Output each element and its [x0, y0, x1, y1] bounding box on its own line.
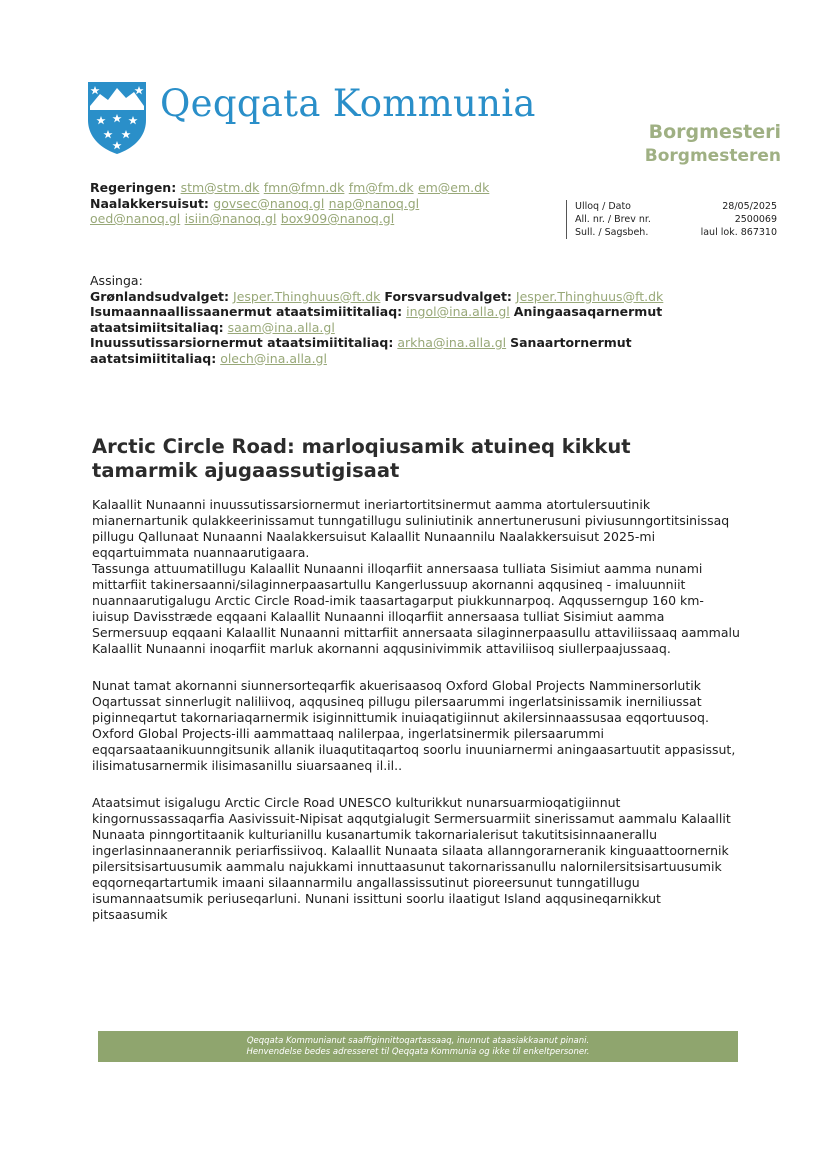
- email-link[interactable]: olech@ina.alla.gl: [220, 350, 327, 366]
- committee-label: Isumaannaallissaanermut ataatsimiititaliaq:: [90, 304, 403, 319]
- email-link[interactable]: stm@stm.dk: [180, 180, 260, 195]
- municipality-name: Qeqqata Kommunia: [160, 82, 536, 125]
- naalakkersuisut-label: Naalakkersuisut:: [90, 195, 209, 211]
- email-link[interactable]: arkha@ina.alla.gl: [397, 335, 507, 350]
- letter-number-label: All. nr. / Brev nr.: [575, 214, 651, 225]
- date-label: Ulloq / Dato: [575, 201, 631, 212]
- footer-line-danish: Henvendelse bedes adresseret til Qeqqata Kommunia og ikke til enkeltpersoner.: [246, 1047, 590, 1057]
- committee-label: Inuussutissarsiornermut ataatsimiititaliaq:: [90, 335, 394, 350]
- copy-recipients: [90, 273, 730, 366]
- body-paragraph: Kalaallit Nunaanni inuussutissarsiornermut ineriartortitsinermut aamma atortulersuutinik mianernartunik qulakkeerinissamut tunngatillugu suliniutinik annertunerusuni piviusunngortitsinissaq pillugu Qallunaat Nunaanni Naalakkersuisut Kalaallit Nunaannilu Naalakkersuisut 2025-mi eqqartuimmata nuannaarutigaara.: [92, 497, 730, 560]
- department-greenlandic: Borgmesteri: [648, 121, 781, 143]
- coat-of-arms-logo: [86, 80, 148, 156]
- email-link[interactable]: fmn@fmn.dk: [263, 180, 345, 195]
- letter-body: [92, 497, 740, 944]
- email-link[interactable]: saam@ina.alla.gl: [227, 319, 335, 335]
- email-link[interactable]: nap@nanoq.gl: [328, 195, 420, 211]
- letter-title: Arctic Circle Road: marloqiusamik atuineq kikkut tamarmik ajugaassutigisaat: [92, 435, 631, 482]
- department-block: [645, 120, 781, 168]
- email-link[interactable]: ingol@ina.alla.gl: [406, 304, 510, 319]
- committee-label: Forsvarsudvalget:: [384, 288, 512, 304]
- department-danish: Borgmesteren: [644, 146, 781, 166]
- email-link[interactable]: box909@nanoq.gl: [280, 211, 395, 226]
- committee-label: Grønlandsudvalget:: [90, 288, 230, 304]
- footer-line-greenlandic: Qeqqata Kommunianut saaffiginnittoqartassaaq, inunnut ataasiakkaanut pinani.: [246, 1036, 590, 1046]
- email-link[interactable]: govsec@nanoq.gl: [213, 195, 325, 211]
- committee-label: Aningaasaqarnermut ataatsimiitsitaliaq:: [90, 304, 663, 335]
- letter-number-value: 2500069: [734, 214, 777, 225]
- body-paragraph: Nunat tamat akornanni siunnersorteqarfik akuerisaasoq Oxford Global Projects Namminersorlutik Oqartussat sinnerlugit naliliivoq, aqqusineq pillugu pilersaarummi ingerlatsinissamik inerniliussat piginneqartut takornariaqarnermik isiginnittumik inuiaqatigiinnut akilersinnaassusaa eqqortuusoq. Oxford Global Projects-illi aammattaaq nalilerpaa, ingerlatsinermik pilersaarummi eqqarsaataanikuunngitsunik allanik iluaqutitaqartoq soorlu inuuniarnermi aningaasartuutit appasissut, ilisimatusarnermik ilisimasanillu siuarsaaneq il.il..: [92, 678, 736, 773]
- committee-label: Sanaartornermut aatatsimiititaliaq:: [90, 335, 632, 366]
- regeringen-label: Regeringen:: [90, 180, 177, 195]
- email-link[interactable]: isiin@nanoq.gl: [184, 211, 277, 226]
- email-link[interactable]: Jesper.Thinghuus@ft.dk: [233, 288, 381, 304]
- email-link[interactable]: em@em.dk: [417, 180, 490, 195]
- recipients-block: [90, 180, 550, 227]
- date-value: 28/05/2025: [722, 201, 777, 212]
- footer-banner: [98, 1031, 738, 1062]
- case-handler-value: laul lok. 867310: [700, 227, 777, 238]
- email-link[interactable]: Jesper.Thinghuus@ft.dk: [515, 288, 664, 304]
- email-link[interactable]: fm@fm.dk: [348, 180, 414, 195]
- case-handler-label: Sull. / Sagsbeh.: [575, 227, 649, 238]
- document-meta: [566, 200, 777, 239]
- email-link[interactable]: oed@nanoq.gl: [90, 211, 181, 226]
- cc-label: Assinga:: [90, 273, 143, 288]
- body-paragraph: Tassunga attuumatillugu Kalaallit Nunaanni illoqarfiit annersaasa tulliata Sisimiut aamma nunami mittarfiit takinersaanni/silaginnerpaasartullu Kangerlussuup akornanni aqqusineq - imaluunniit nuannaarutigalugu Arctic Circle Road-imik taasartagarput piukkunnarpoq. Aqqusserngup 160 km-iuisup Davisstræde eqqaani Kalaallit Nunaanni illoqarfiit annersaasa tulliat Sisimiut aamma Sermersuup eqqaani Kalaallit Nunaanni mittarfiit annersaata silaginnerpaasullu attaviliissaaq aammalu Kalaallit Nunaanni inoqarfiit marluk akornanni aqqusinivimmik attaviliisoq siullerpaajussaaq.: [92, 561, 740, 656]
- body-paragraph: Ataatsimut isigalugu Arctic Circle Road UNESCO kulturikkut nunarsuarmioqatigiinnut kingornussassaqarfia Aasivissuit-Nipisat aqqutgialugit Sermersuarmiit sinerissamut aammalu Kalaallit Nunaata pinngortitaanik kulturianillu kusanartumik takornarialerisut takutitsisinnaanerallu ingerlasinnaanerannik periarfissiivoq. Kalaallit Nunaata silaata allanngorarneranik kinguaattoornernik pilersitsisartuusumik aammalu najukkami innuttaasunut takornarissanullu nalornilersitsisartuusumik eqqorneqartartumik imaani silaannarmilu angallassissutinut pioreersunut tunngatillugu isumannaatsumik periuseqarluni. Nunani issittuni soorlu ilaatigut Island aqqusineqarnikkut pitsaasumik: [92, 795, 731, 922]
